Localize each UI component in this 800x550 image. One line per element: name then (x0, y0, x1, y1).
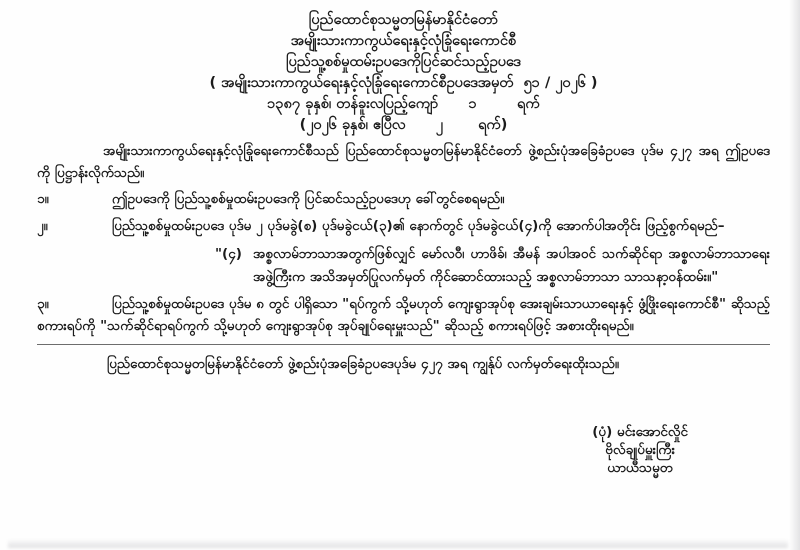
signature-block (592, 424, 688, 478)
clause-1-text: ဤဥပဒေကို ပြည်သူ့စစ်မှုထမ်းဥပဒေကို ပြင်ဆင်သည့်ဥပဒေဟု ခေါ်တွင်စေရမည်။ (112, 191, 505, 207)
clause-2 (37, 216, 770, 238)
document-header (37, 10, 770, 136)
header-council: အမျိုးသားကာကွယ်ရေးနှင့်လုံခြုံရေးကောင်စီ (290, 33, 517, 49)
clause-3 (37, 294, 770, 337)
header-date-gregorian: (၂၀၂၆ ခုနှစ်၊ ဧပြီလ ၂ ရက်) (299, 117, 508, 133)
header-country: ပြည်ထောင်စုသမ္မတမြန်မာနိုင်ငံတော် (308, 12, 499, 28)
quote-text: အစ္စလာမ်ဘာသာအတွက်ဖြစ်လျှင် မော်လဝီ၊ ဟာဖိခ်၊ အီမန် အပါအဝင် သက်ဆိုင်ရာ အစ္စလာမ်ဘာသာရေးအဖွဲ့ကြီးက အသိအမှတ်ပြုလက်မှတ် ကိုင်ဆောင်ထားသည့် အစ္စလာမ်ဘာသာ သာသနာ့ဝန်ထမ်း။" (253, 246, 770, 285)
header-date-myanmar: ၁၃၈၇ ခုနှစ်၊ တန်ခူးလပြည့်ကျော် ၁ ရက် (267, 96, 540, 112)
clause-3-number: ၃။ (37, 296, 49, 312)
header-law-title: ပြည်သူ့စစ်မှုထမ်းဥပဒေကိုပြင်ဆင်သည့်ဥပဒေ (286, 54, 521, 70)
closing-paragraph: ပြည်ထောင်စုသမ္မတမြန်မာနိုင်ငံတော် ဖွဲ့စည်းပုံအခြေခံဥပဒေပုဒ်မ ၄၂၇ အရ ကျွန်ုပ် လက်မှတ်ရေးထိုးသည်။ (107, 356, 619, 372)
preamble-paragraph: အမျိုးသားကာကွယ်ရေးနှင့်လုံခြုံရေးကောင်စီသည် ပြည်ထောင်စုသမ္မတမြန်မာနိုင်ငံတော် ဖွဲ့စည်းပုံအခြေခံဥပဒေ ပုဒ်မ ၄၂၇ အရ ဤဥပဒေကို ပြဋ္ဌာန်းလိုက်သည်။ (37, 143, 770, 181)
signature-title: ယာယီသမ္မတ (607, 460, 673, 476)
quote-label: "(၄) (215, 246, 242, 262)
clause-2-text: ပြည်သူ့စစ်မှုထမ်းဥပဒေ ပုဒ်မ ၂ ပုဒ်မခွဲ(စ) ပုဒ်မခွဲငယ်(၃)၏ နောက်တွင် ပုဒ်မခွဲငယ်(၄)ကို အောက်ပါအတိုင်း ဖြည့်စွက်ရမည်– (112, 217, 725, 234)
clause-1-number: ၁။ (37, 191, 49, 207)
clause-1 (37, 189, 770, 211)
signature-name: (ပုံ) မင်းအောင်လှိုင် (592, 424, 688, 440)
clause-3-text: ပြည်သူ့စစ်မှုထမ်းဥပဒေ ပုဒ်မ ၈ တွင် ပါရှိသော "ရပ်ကွက် သို့မဟုတ် ကျေးရွာအုပ်စု အေးချမ်းသာယာရေးနှင့် ဖွံ့ဖြိုးရေးကောင်စီ" ဆိုသည့်စကားရပ်ကို "သက်ဆိုင်ရာရပ်ကွက် သို့မဟုတ် ကျေးရွာအုပ်စု အုပ်ချုပ်ရေးမှူးသည်" ဆိုသည့် စကားရပ်ဖြင့် အစားထိုးရမည်။ (37, 296, 770, 334)
signature-rank: ဗိုလ်ချုပ်မှူးကြီး (605, 442, 676, 458)
clause-2-number: ၂။ (37, 217, 48, 234)
header-law-number: ( အမျိုးသားကာကွယ်ရေးနှင့်လုံခြုံရေးကောင်စီဥပဒေအမှတ် ၅၁ / ၂၀၂၆ ) (209, 75, 598, 91)
scan-fold-line (37, 344, 770, 345)
inserted-subsection-quote (215, 243, 770, 289)
scan-edge-bottom-artifact (8, 539, 788, 548)
